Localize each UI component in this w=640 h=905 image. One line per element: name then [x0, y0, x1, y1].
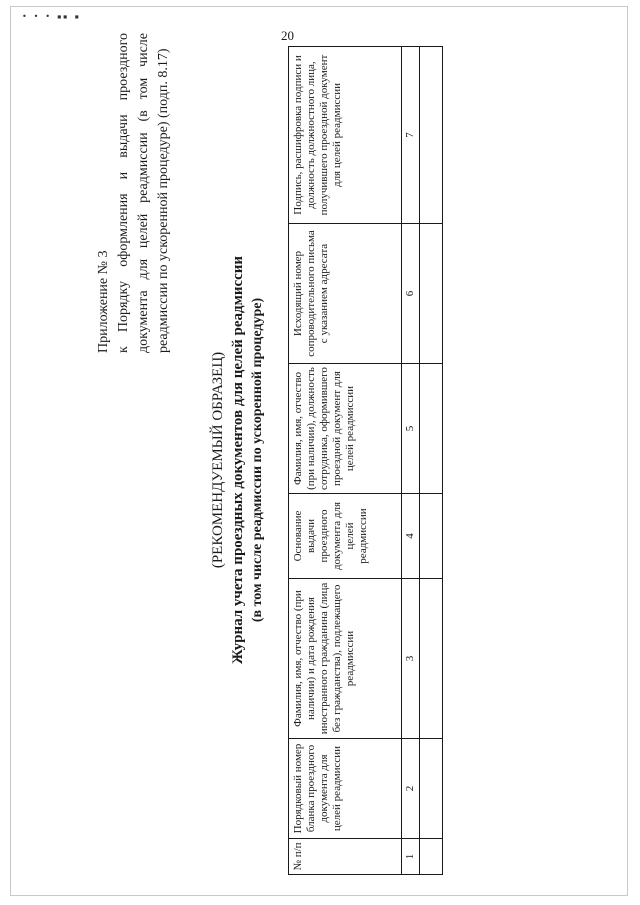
- table-cell: [420, 739, 443, 839]
- appendix-title: Приложение № 3: [96, 250, 111, 353]
- column-number: 1: [402, 839, 420, 875]
- appendix-block: [94, 33, 174, 353]
- column-header: Фамилия, имя, отчество (при наличии), должность сотрудника, оформившего проездной документ для целей реадмиссии: [289, 364, 402, 494]
- journal-title: Журнал учета проездных документов для целей реадмиссии: [230, 255, 246, 665]
- column-number: 7: [402, 47, 420, 224]
- journal-subtitle: (в том числе реадмиссии по ускоренной процедуре): [250, 297, 265, 623]
- column-header: Подпись, расшифровка подписи и должность должностного лица, получившего проездной документ для целей реадмиссии: [289, 47, 402, 224]
- table-cell: [420, 224, 443, 364]
- table-cell: [420, 839, 443, 875]
- table-cell: [420, 579, 443, 739]
- appendix-reference: к Порядку оформления и выдачи проездного документа для целей реадмиссии (в том числе реадмиссии по ускоренной процедуре) (подп. 8.17): [116, 33, 171, 353]
- scan-mark: • • • ▪▪ ▪: [22, 12, 81, 21]
- column-header: Основание выдачи проездного документа для целей реадмиссии: [289, 494, 402, 579]
- column-number: 3: [402, 579, 420, 739]
- column-header: № п/п: [289, 839, 402, 875]
- table-cell: [420, 494, 443, 579]
- column-number: 4: [402, 494, 420, 579]
- title-block: [208, 45, 267, 875]
- table-cell: [420, 364, 443, 494]
- table-cell: [420, 47, 443, 224]
- page-number: 20: [281, 28, 294, 43]
- column-header: Фамилия, имя, отчество (при наличии) и дата рождения иностранного гражданина (лица без гражданства), подлежащего реадмиссии: [289, 579, 402, 739]
- column-header: Порядковый номер бланка проездного документа для целей реадмиссии: [289, 739, 402, 839]
- column-header: Исходящий номер сопроводительного письма с указанием адресата: [289, 224, 402, 364]
- column-number: 5: [402, 364, 420, 494]
- table-header-row: [289, 47, 402, 875]
- column-number: 6: [402, 224, 420, 364]
- column-number: 2: [402, 739, 420, 839]
- journal-table: [288, 46, 443, 875]
- table-row: [420, 47, 443, 875]
- column-number-row: [402, 47, 420, 875]
- sample-note: (РЕКОМЕНДУЕМЫЙ ОБРАЗЕЦ): [210, 351, 226, 569]
